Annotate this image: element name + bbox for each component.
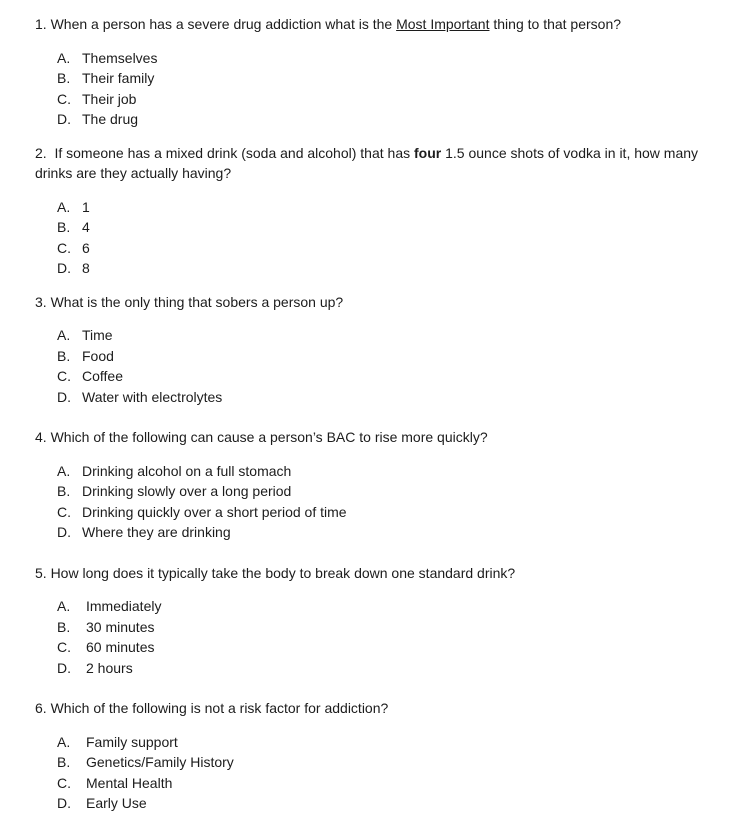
option-letter: B.: [57, 70, 71, 86]
question-1-text-post: thing to that person?: [489, 16, 622, 32]
option-text: Their family: [82, 70, 155, 86]
question-1-text-emphasis: Most Important: [396, 16, 490, 32]
answer-option: [35, 732, 723, 753]
question-4-text-pre: 4. Which of the following can cause a person’s BAC to rise more quickly?: [35, 429, 488, 445]
question-2-text-pre: 2. If someone has a mixed drink (soda and alcohol) that has: [35, 144, 414, 161]
answer-option: [35, 197, 723, 218]
question-1-text: [35, 14, 723, 35]
answer-option: [35, 658, 723, 679]
question-3-text-pre: 3. What is the only thing that sobers a person up?: [35, 293, 344, 310]
answer-option: [35, 752, 723, 773]
option-letter: A.: [57, 198, 71, 215]
question-4-options: [35, 461, 723, 543]
option-letter: B.: [57, 483, 71, 499]
answer-option: [35, 68, 723, 89]
answer-option: [35, 366, 723, 387]
option-text: Immediately: [86, 598, 162, 614]
option-letter: C.: [57, 368, 71, 384]
answer-option: [35, 461, 723, 482]
question-block-1: [35, 14, 723, 130]
option-letter: C.: [57, 90, 71, 107]
option-letter: A.: [57, 462, 71, 479]
question-1-options: [35, 48, 723, 130]
question-2-options: [35, 197, 723, 279]
answer-option: [35, 325, 723, 346]
answer-option: [35, 238, 723, 259]
option-text: Their job: [82, 90, 137, 107]
option-text: 30 minutes: [86, 618, 155, 635]
option-letter: D.: [57, 260, 71, 276]
option-text: Where they are drinking: [82, 524, 231, 540]
question-6-text-pre: 6. Which of the following is not a risk factor for addiction?: [35, 700, 389, 716]
option-text: 4: [82, 219, 90, 235]
question-5-text-pre: 5. How long does it typically take the body to break down one standard drink?: [35, 564, 516, 581]
option-letter: D.: [57, 111, 71, 127]
option-text: Early Use: [86, 795, 147, 811]
option-letter: C.: [57, 239, 71, 256]
answer-option: [35, 346, 723, 367]
option-text: Coffee: [82, 368, 123, 384]
option-text: 8: [82, 260, 90, 276]
question-block-5: [35, 563, 723, 679]
answer-option: [35, 637, 723, 658]
question-4-text: [35, 427, 723, 448]
option-letter: D.: [57, 388, 71, 405]
question-6-text: [35, 698, 723, 719]
answer-option: [35, 596, 723, 617]
answer-option: [35, 217, 723, 238]
option-text: 60 minutes: [86, 639, 155, 655]
answer-option: [35, 387, 723, 408]
option-text: Time: [82, 327, 113, 343]
answer-option: [35, 258, 723, 279]
question-6-options: [35, 732, 723, 814]
option-text: 6: [82, 239, 90, 256]
option-letter: A.: [57, 598, 71, 614]
option-letter: C.: [57, 503, 71, 520]
answer-option: [35, 481, 723, 502]
question-2-text-emphasis: four: [414, 144, 442, 161]
option-text: 2 hours: [86, 659, 133, 676]
answer-option: [35, 617, 723, 638]
option-letter: A.: [57, 733, 71, 750]
option-text: Food: [82, 347, 114, 364]
answer-option: [35, 89, 723, 110]
option-text: Themselves: [82, 49, 158, 66]
option-text: Drinking alcohol on a full stomach: [82, 462, 292, 479]
option-text: Family support: [86, 733, 178, 750]
question-1-text-pre: 1. When a person has a severe drug addiction what is the: [35, 16, 397, 32]
option-letter: A.: [57, 49, 71, 66]
question-block-2: [35, 143, 723, 279]
option-letter: D.: [57, 795, 71, 811]
option-letter: D.: [57, 659, 71, 676]
answer-option: [35, 48, 723, 69]
option-letter: D.: [57, 524, 71, 540]
answer-option: [35, 793, 723, 814]
option-text: Water with electrolytes: [82, 388, 223, 405]
option-text: The drug: [82, 111, 139, 127]
question-5-text: [35, 563, 723, 584]
option-letter: C.: [57, 639, 71, 655]
question-3-options: [35, 325, 723, 407]
option-letter: B.: [57, 754, 71, 770]
option-text: Genetics/Family History: [86, 754, 234, 770]
option-letter: B.: [57, 219, 71, 235]
answer-option: [35, 109, 723, 130]
answer-option: [35, 773, 723, 794]
question-block-4: [35, 427, 723, 543]
question-2-text-post: 1.5 ounce shots of vodka in it, how many drinks are they actually having?: [35, 144, 702, 181]
option-letter: B.: [57, 618, 71, 635]
option-text: Mental Health: [86, 774, 173, 791]
question-block-6: [35, 698, 723, 814]
question-2-text: [35, 143, 723, 184]
option-letter: C.: [57, 774, 71, 791]
option-letter: B.: [57, 347, 71, 364]
answer-option: [35, 502, 723, 523]
question-3-text: [35, 292, 723, 313]
option-text: Drinking slowly over a long period: [82, 483, 292, 499]
answer-option: [35, 522, 723, 543]
question-block-3: [35, 292, 723, 408]
question-5-options: [35, 596, 723, 678]
option-text: 1: [82, 198, 90, 215]
option-letter: A.: [57, 327, 71, 343]
option-text: Drinking quickly over a short period of time: [82, 503, 347, 520]
